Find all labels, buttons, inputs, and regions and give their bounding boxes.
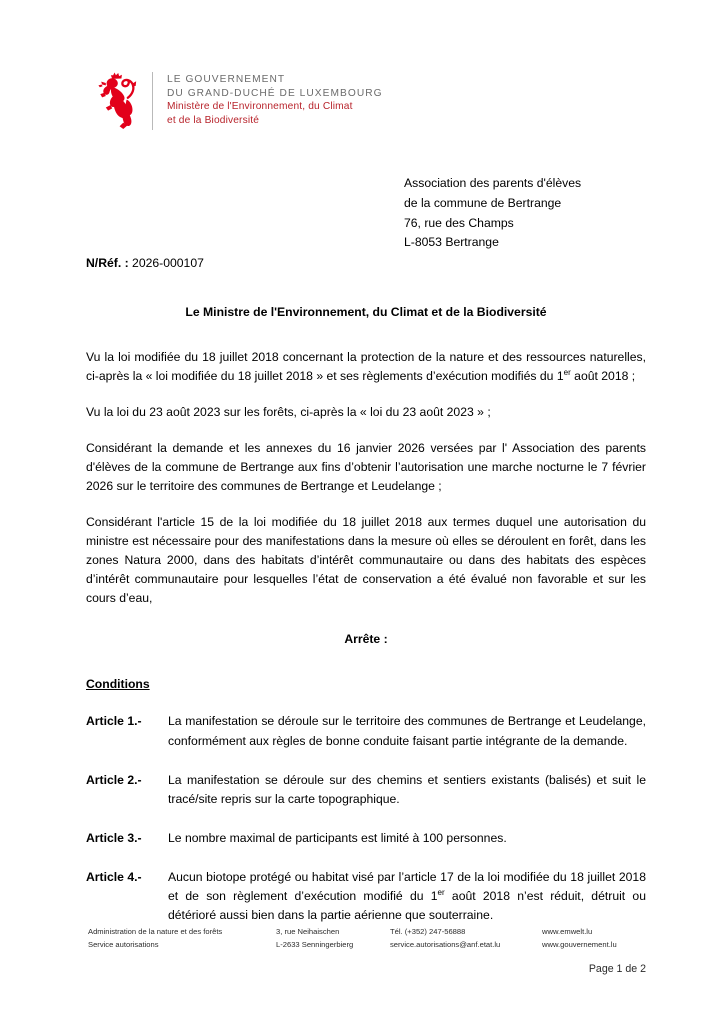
letterhead	[92, 70, 383, 132]
footer-email[interactable]: service.autorisations@anf.etat.lu	[390, 940, 501, 950]
government-line-1: LE GOUVERNEMENT	[167, 74, 286, 85]
article-1	[86, 712, 646, 750]
article-4	[86, 868, 646, 925]
arrete-label: Arrête :	[344, 632, 388, 647]
government-line-2: DU GRAND-DUCHÉ DE LUXEMBOURG	[167, 87, 383, 99]
reference-value: 2026-000107	[132, 256, 204, 270]
ministry-line-1: Ministère de l'Environnement, du Climat	[167, 101, 353, 113]
ordinal-suffix: er	[437, 887, 445, 897]
footer-column-contact	[390, 925, 542, 951]
footer-address-line-2: L-2633 Senningerbierg	[276, 940, 354, 950]
reference-label: N/Réf. :	[86, 256, 129, 270]
footer-column-address	[276, 925, 390, 951]
clause-text: Vu la loi modifiée du 18 juillet 2018 concernant la protection de la nature et des ressources naturelles, ci-après la « loi modifiée du 18 juillet 2018 » et ses règlements d’exécution modifiés du 1	[86, 350, 646, 384]
document-body	[86, 254, 646, 935]
article-2	[86, 771, 646, 809]
recipient-address-block	[404, 174, 581, 253]
footer-phone: Tél. (+352) 247-56888	[390, 927, 466, 936]
recipient-line-1: Association des parents d'élèves	[404, 176, 582, 190]
page-title: Le Ministre de l'Environnement, du Climat et de la Biodiversité	[185, 305, 547, 320]
article-label: Article 1.-	[86, 714, 142, 729]
luxembourg-rampant-lion-icon	[92, 70, 138, 132]
recipient-line-3: 76, rue des Champs	[404, 215, 514, 230]
clause-text-tail: août 2018 ;	[570, 369, 636, 384]
letterhead-text	[167, 70, 383, 127]
article-3	[86, 829, 646, 848]
clause-considerant-demande: Considérant la demande et les annexes du 16 janvier 2026 versées par l' Association des parents d'élèves de la commune de Bertrange aux fins d’obtenir l’autorisation une marche nocturne le 7 février 2026 sur le territoire des communes de Bertrange et Leudelange ;	[86, 441, 646, 494]
footer-column-department	[88, 925, 276, 951]
page-footer	[88, 925, 644, 951]
ministry-line-2: et de la Biodiversité	[167, 114, 260, 126]
reference-line	[86, 254, 646, 273]
conditions-heading: Conditions	[86, 677, 150, 692]
clause-considerant-article-15: Considérant l'article 15 de la loi modifiée du 18 juillet 2018 aux termes duquel une autorisation du ministre est nécessaire pour des manifestations dans la mesure où elles se déroulent en forêt, dans les zones Natura 2000, dans des habitats d’intérêt communautaire ou dans des habitats des espèces d’intérêt communautaire pour lesquelles l’état de conservation a été évalué non favorable et sur les cours d’eau,	[86, 515, 646, 606]
recipient-line-2: de la commune de Bertrange	[404, 195, 562, 210]
article-label: Article 4.-	[86, 869, 142, 884]
clause-vu-loi-2018	[86, 348, 646, 386]
article-label: Article 2.-	[86, 772, 142, 787]
article-text: La manifestation se déroule sur le territoire des communes de Bertrange et Leudelange, conformément aux règles de bonne conduite faisant partie intégrante de la demande.	[168, 714, 646, 748]
footer-department-line-2: Service autorisations	[88, 940, 159, 950]
article-text-head: Aucun biotope protégé ou habitat visé par l’article 17 de la loi modifiée du 18 juillet 2018 et de son règlement d’exécution modifié du 1	[168, 869, 646, 903]
recipient-line-4: L-8053 Bertrange	[404, 235, 499, 250]
footer-address-line-1: 3, rue Neihaischen	[276, 927, 340, 936]
letterhead-divider	[152, 72, 153, 130]
ordinal-suffix: er	[563, 368, 571, 378]
clause-vu-loi-2023: Vu la loi du 23 août 2023 sur les forêts, ci-après la « loi du 23 août 2023 » ;	[86, 405, 491, 420]
article-text: Le nombre maximal de participants est limité à 100 personnes.	[168, 830, 507, 845]
page-number: Page 1 de 2	[588, 963, 646, 975]
article-text: La manifestation se déroule sur des chemins et sentiers existants (balisés) et suit le tracé/site repris sur la carte topographique.	[168, 772, 646, 806]
footer-website-gouvernement[interactable]: www.gouvernement.lu	[542, 940, 617, 950]
footer-department-line-1: Administration de la nature et des forêts	[88, 927, 223, 936]
article-text-tail: août 2018 n’est réduit, détruit ou détérioré aussi bien dans la partie aérienne que souterraine.	[168, 888, 646, 922]
article-label: Article 3.-	[86, 830, 142, 845]
footer-website-emwelt[interactable]: www.emwelt.lu	[542, 927, 593, 936]
footer-column-websites	[542, 925, 644, 951]
article-text	[168, 868, 646, 925]
